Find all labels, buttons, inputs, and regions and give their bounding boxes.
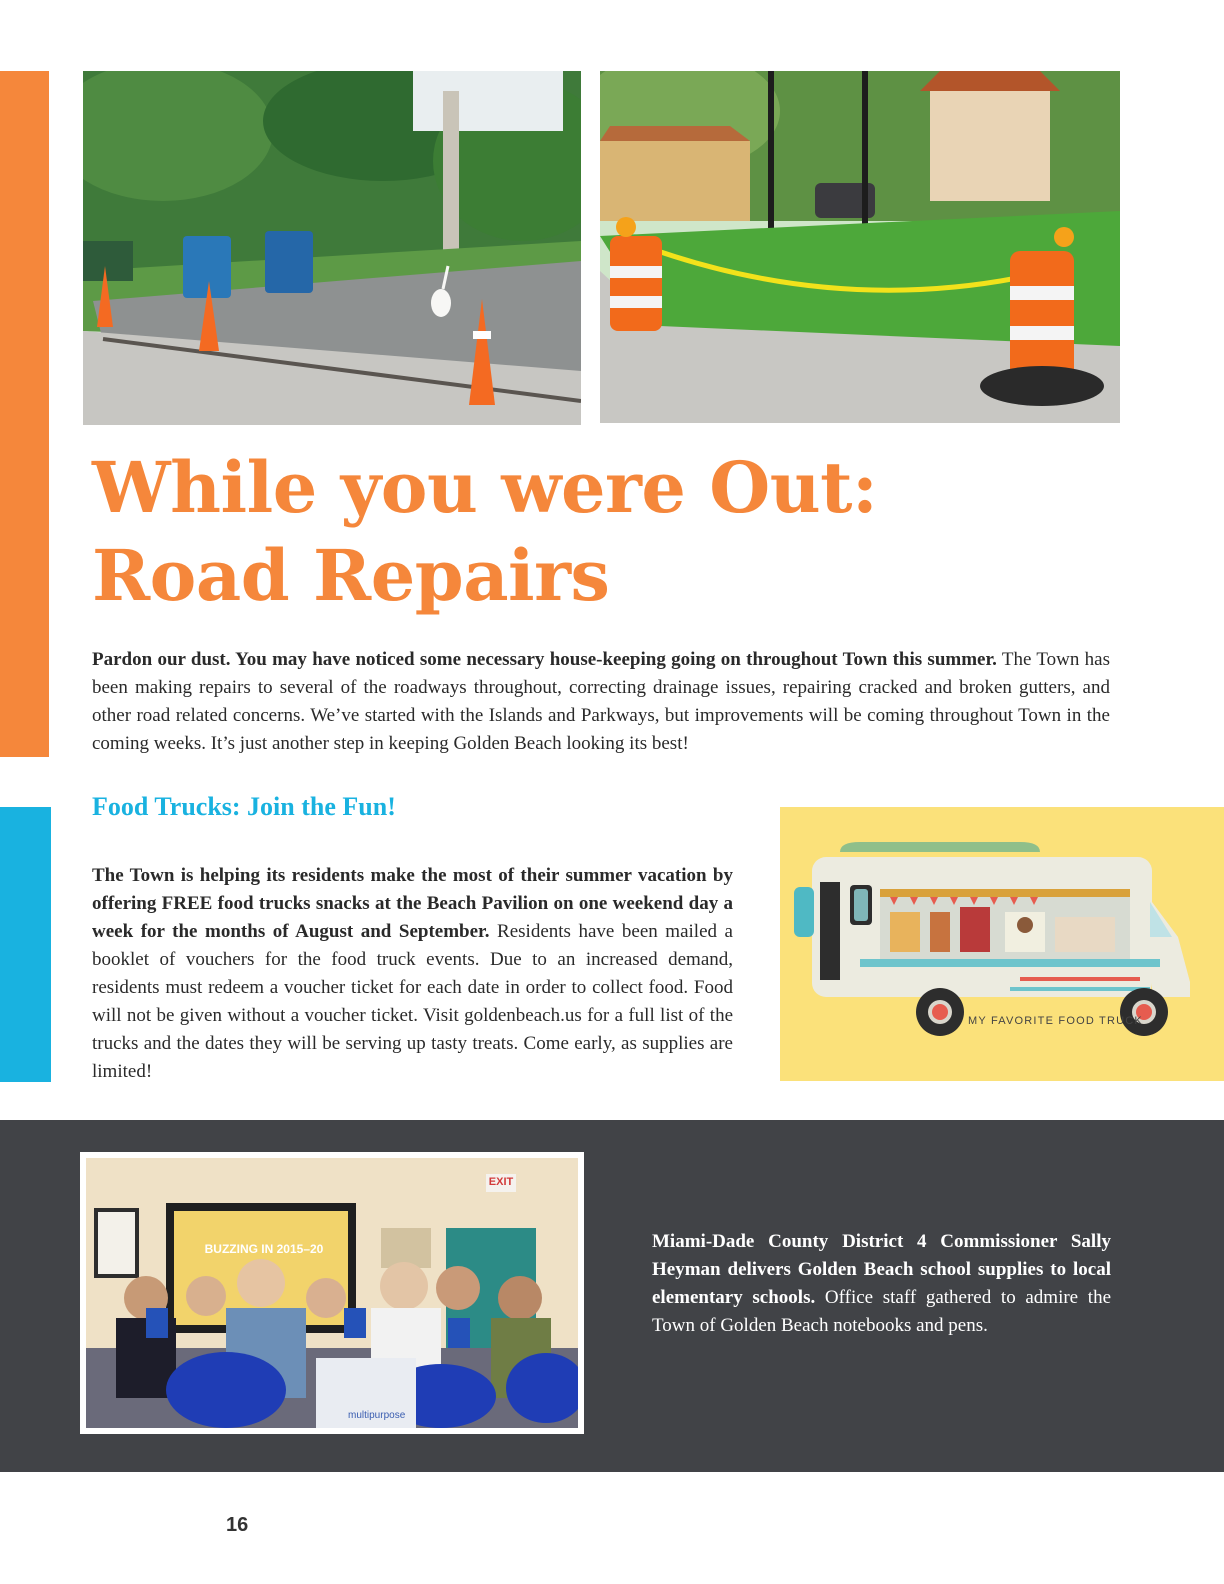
road-repair-photo-right [600,71,1120,423]
school-supplies-text: Office staff gathered to admire the Town of Golden Beach notebooks and pens. [652,1287,1111,1336]
food-trucks-lead: The Town is helping its residents make the most of their summer vacation by offering FREE food trucks snacks at the Beach Pavilion on one weekend day a week for the months of August and September. [92,865,733,942]
road-repairs-headline [92,444,992,620]
road-repair-photo-left [83,71,581,425]
exit-sign: EXIT [488,1176,514,1188]
road-repairs-body [92,646,1110,758]
school-supplies-body [652,1228,1111,1340]
orange-accent-bar [0,71,49,757]
road-repairs-text: The Town has been making repairs to several of the roadways throughout, correcting drainage issues, repairing cracked and broken gutters, and other road related concerns. We’ve started with the Islands and Parkways, but improvements will be coming throughout Town in the coming weeks. It’s just another step in keeping Golden Beach looking its best! [92,649,1110,754]
headline-line-2: Road Repairs [92,534,610,617]
staff-group-photo [86,1158,578,1428]
road-repairs-lead: Pardon our dust. You may have noticed some necessary house-keeping going on throughout Town this summer. [92,649,997,670]
page-number: 16 [226,1514,249,1536]
food-truck-illustration [780,807,1224,1081]
box-label: multipurpose [348,1410,406,1421]
food-truck-caption: MY FAVORITE FOOD TRUCK [968,1015,1143,1027]
food-trucks-title: Food Trucks: Join the Fun! [92,792,396,821]
bulletin-board-text: BUZZING IN 2015–20 [204,1242,324,1256]
school-supplies-lead: Miami-Dade County District 4 Commissioner Sally Heyman delivers Golden Beach school supplies to local elementary schools. [652,1231,1111,1308]
blue-accent-bar [0,807,51,1082]
food-trucks-text: Residents have been mailed a booklet of vouchers for the food truck events. Due to an increased demand, residents must redeem a voucher ticket for each date in order to collect food. Food will not be given without a voucher ticket. Visit goldenbeach.us for a full list of the trucks and the dates they will be serving up tasty treats. Come early, as supplies are limited! [92,921,733,1082]
food-trucks-body [92,862,733,1086]
staff-photo-frame [80,1152,584,1434]
headline-line-1: While you were Out: [92,446,878,529]
